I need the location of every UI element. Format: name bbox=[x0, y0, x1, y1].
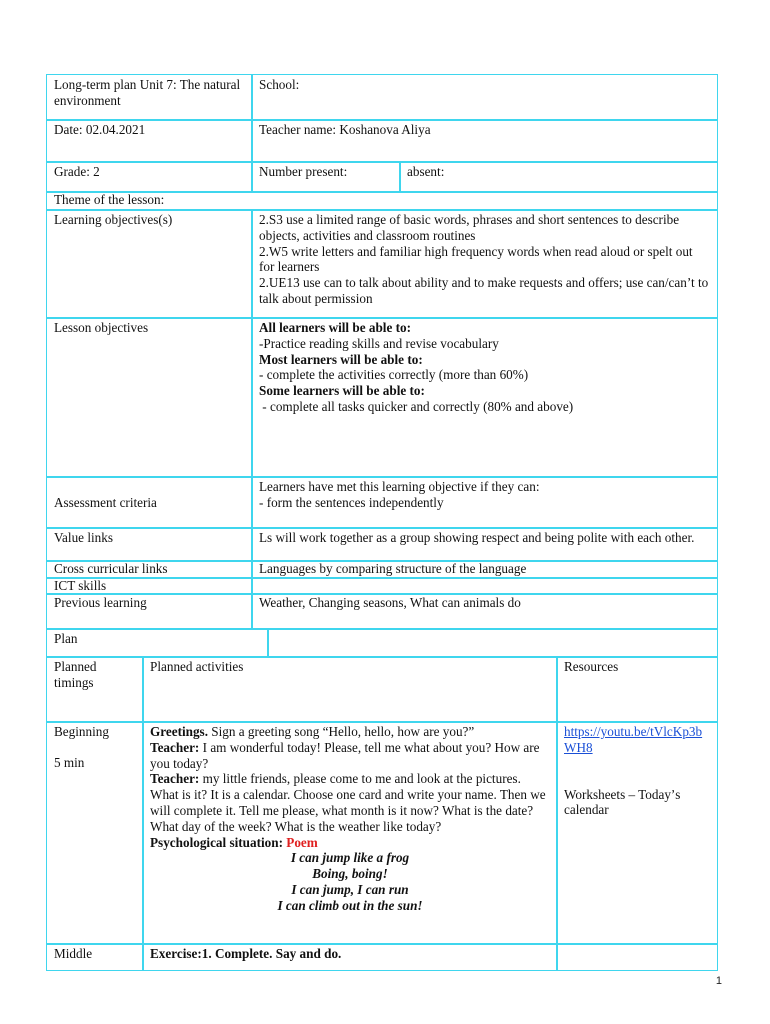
assessment-line-2: - form the sentences independently bbox=[259, 494, 444, 510]
beginning-stage: Beginning bbox=[54, 724, 109, 739]
some-learners-text: - complete all tasks quicker and correctly (80% and above) bbox=[259, 398, 574, 414]
psych-situation-label: Psychological situation: bbox=[150, 834, 287, 850]
all-learners-text: -Practice reading skills and revise vocabulary bbox=[259, 335, 499, 351]
greetings-paragraph bbox=[150, 724, 550, 740]
cross-curricular-text: Languages by comparing structure of the language bbox=[259, 561, 527, 576]
middle-resources-cell bbox=[556, 943, 718, 971]
beginning-activities-cell bbox=[142, 721, 558, 945]
objective-s3: 2.S3 use a limited range of basic words, phrases and short sentences to describe objects, activities and classroom routines bbox=[259, 212, 680, 243]
teacher-cell bbox=[251, 119, 718, 163]
youtube-link[interactable]: https://youtu.be/tVlcKp3bWH8 bbox=[564, 724, 703, 755]
learning-objectives-label: Learning objectives(s) bbox=[54, 212, 173, 227]
previous-learning-label-cell bbox=[46, 593, 253, 630]
resources-header-cell bbox=[556, 656, 718, 723]
objective-ue13: 2.UE13 use can to talk about ability and to make requests and offers; use can/can’t to talk about permission bbox=[259, 275, 709, 306]
absent-label: absent: bbox=[407, 164, 445, 179]
value-links-content-cell bbox=[251, 527, 718, 562]
lesson-objectives-label-cell bbox=[46, 317, 253, 478]
poem-line-4: I can climb out in the sun! bbox=[277, 897, 423, 913]
teacher-text-2: my little friends, please come to me and look at the pictures. What is it? It is a calendar. Choose one card and write your name. Then we will complete it. Tell me please, what month is it now? What is the date? What day of the week? What is the weather like today? bbox=[150, 771, 546, 834]
plan-label: Plan bbox=[54, 631, 78, 646]
poem-line-2: Boing, boing! bbox=[312, 866, 388, 882]
assessment-label-cell bbox=[46, 476, 253, 529]
middle-activities-cell bbox=[142, 943, 558, 971]
teacher-label-2: Teacher: bbox=[150, 771, 200, 787]
previous-learning-content-cell bbox=[251, 593, 718, 630]
activities-header-cell bbox=[142, 656, 558, 723]
plan-heading-empty-cell bbox=[267, 628, 718, 658]
cross-curricular-label: Cross curricular links bbox=[54, 561, 168, 576]
teacher-name: Teacher name: Koshanova Aliya bbox=[259, 122, 431, 137]
poem-line-1: I can jump like a frog bbox=[290, 850, 410, 866]
middle-stage: Middle bbox=[54, 946, 93, 961]
absent-cell bbox=[399, 161, 718, 193]
teacher-line-1 bbox=[150, 740, 550, 772]
learning-objectives-content-cell bbox=[251, 209, 718, 319]
unit-title: Long-term plan Unit 7: The natural environment bbox=[54, 77, 241, 108]
middle-exercise: Exercise:1. Complete. Say and do. bbox=[150, 946, 342, 961]
lesson-objectives-label: Lesson objectives bbox=[54, 320, 149, 335]
date-text: Date: 02.04.2021 bbox=[54, 122, 146, 137]
school-cell bbox=[251, 74, 718, 121]
poem-label: Poem bbox=[286, 834, 318, 850]
previous-learning-text: Weather, Changing seasons, What can animals do bbox=[259, 595, 521, 610]
greetings-label: Greetings. bbox=[150, 724, 208, 739]
page-number: 1 bbox=[715, 975, 722, 987]
beginning-resources-cell bbox=[556, 721, 718, 945]
value-links-text: Ls will work together as a group showing respect and being polite with each other. bbox=[259, 530, 695, 545]
objective-w5: 2.W5 write letters and familiar high frequency words when read aloud or spelt out for learners bbox=[259, 243, 693, 275]
most-learners-text: - complete the activities correctly (more than 60%) bbox=[259, 367, 529, 383]
worksheets-text: Worksheets – Todayʼs calendar bbox=[564, 786, 681, 818]
timings-header: Planned timings bbox=[54, 659, 97, 690]
plan-heading-cell bbox=[46, 628, 269, 658]
middle-timing-cell bbox=[46, 943, 144, 971]
assessment-content-cell bbox=[251, 476, 718, 529]
date-cell bbox=[46, 119, 253, 163]
unit-cell bbox=[46, 74, 253, 121]
most-learners-heading: Most learners will be able to: bbox=[259, 351, 423, 367]
grade-text: Grade: 2 bbox=[54, 164, 100, 179]
all-learners-heading: All learners will be able to: bbox=[259, 320, 411, 335]
ict-label: ICT skills bbox=[54, 578, 107, 593]
school-label: School: bbox=[259, 77, 300, 92]
number-present-label: Number present: bbox=[259, 164, 348, 179]
timings-header-cell bbox=[46, 656, 144, 723]
theme-cell bbox=[46, 191, 718, 211]
theme-label: Theme of the lesson: bbox=[54, 192, 165, 207]
beginning-timing-cell bbox=[46, 721, 144, 945]
teacher-label-1: Teacher: bbox=[150, 739, 200, 755]
beginning-time: 5 min bbox=[54, 754, 85, 770]
previous-learning-label: Previous learning bbox=[54, 595, 147, 610]
teacher-line-2 bbox=[150, 771, 550, 834]
grade-cell bbox=[46, 161, 253, 193]
teacher-text-1: I am wonderful today! Please, tell me what about you? How are you today? bbox=[150, 739, 540, 771]
resources-header: Resources bbox=[564, 659, 619, 674]
learning-objectives-label-cell bbox=[46, 209, 253, 319]
assessment-label: Assessment criteria bbox=[54, 495, 157, 510]
activities-header: Planned activities bbox=[150, 659, 244, 674]
value-links-label: Value links bbox=[54, 530, 113, 545]
poem-line-3: I can jump, I can run bbox=[291, 881, 409, 897]
greetings-text: Sign a greeting song “Hello, hello, how are you?” bbox=[208, 724, 475, 739]
number-present-cell bbox=[251, 161, 401, 193]
psych-situation-line bbox=[150, 835, 550, 851]
value-links-label-cell bbox=[46, 527, 253, 562]
lesson-objectives-content-cell bbox=[251, 317, 718, 478]
assessment-line-1: Learners have met this learning objective if they can: bbox=[259, 479, 540, 494]
some-learners-heading: Some learners will be able to: bbox=[259, 383, 425, 399]
